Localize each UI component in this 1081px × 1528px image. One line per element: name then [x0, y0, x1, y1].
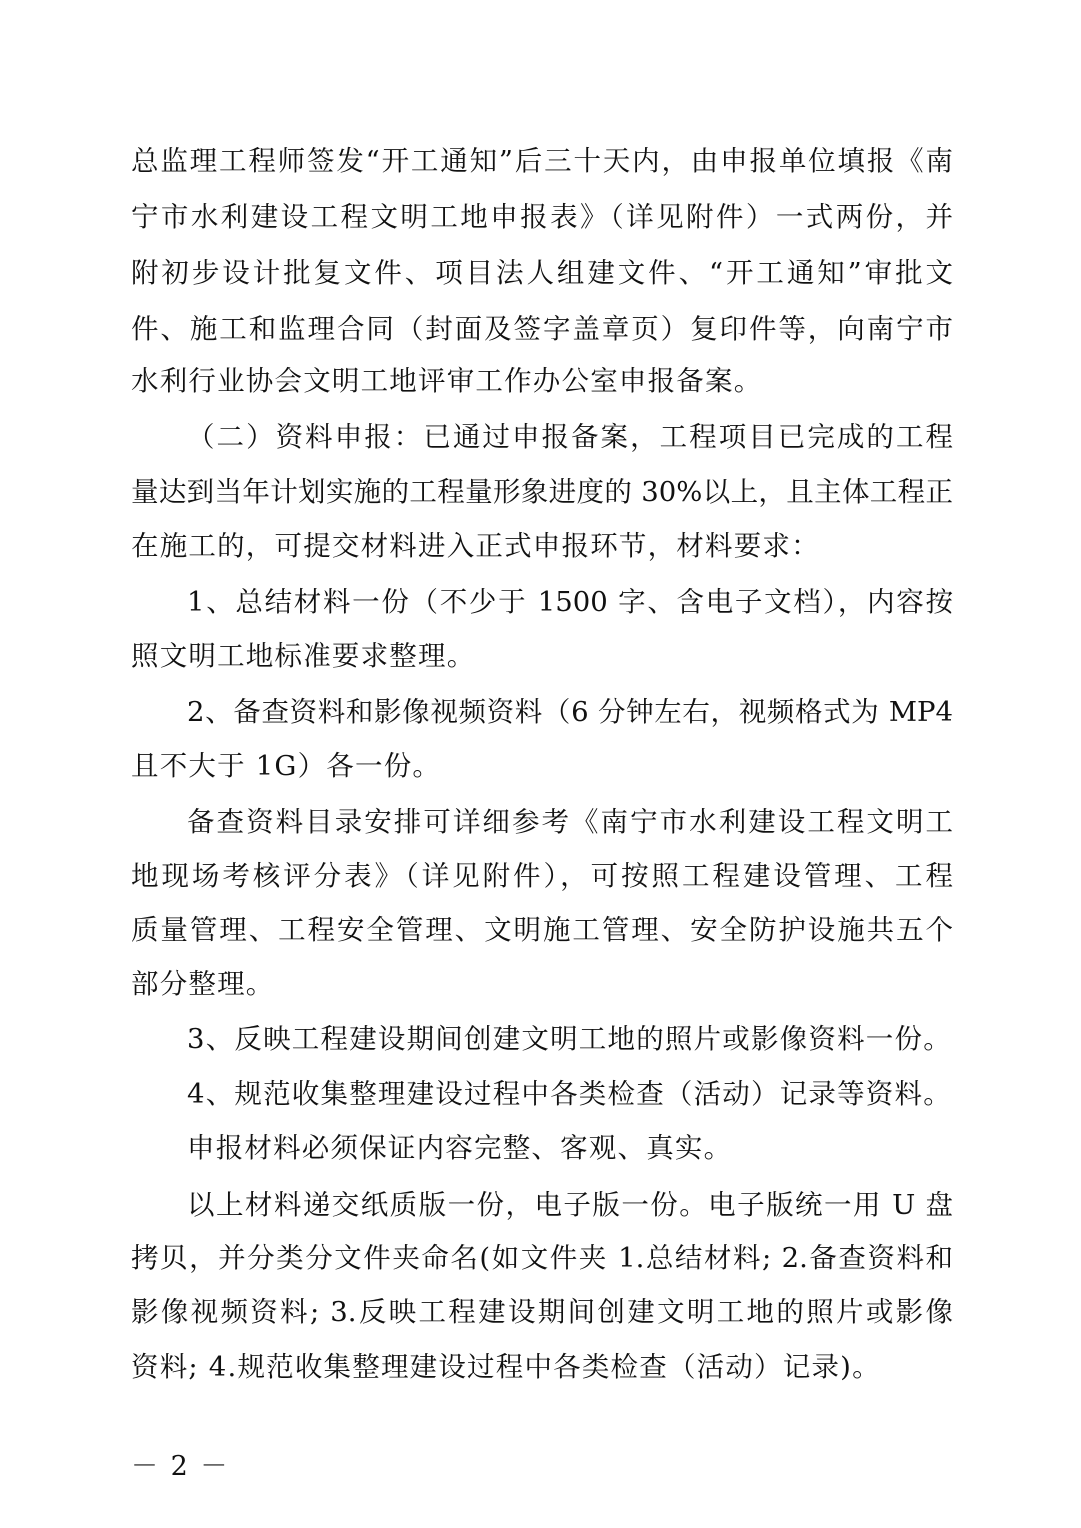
text-line: 总监理工程师签发“开工通知”后三十天内，由申报单位填报《南: [131, 145, 953, 177]
text-line: 附初步设计批复文件、项目法人组建文件、“开工通知”审批文: [131, 257, 953, 289]
text-line: 拷贝，并分类分文件夹命名(如文件夹 1.总结材料; 2.备查资料和: [131, 1242, 953, 1274]
text-line: 宁市水利建设工程文明工地申报表》（详见附件）一式两份，并: [131, 201, 953, 233]
text-line: 备查资料目录安排可详细参考《南宁市水利建设工程文明工: [187, 806, 953, 838]
text-line: 且不大于 1G）各一份。: [131, 750, 442, 782]
text-line: 照文明工地标准要求整理。: [131, 640, 476, 672]
text-line: 影像视频资料; 3.反映工程建设期间创建文明工地的照片或影像: [131, 1296, 953, 1328]
list-item: 2、备查资料和影像视频资料（6 分钟左右，视频格式为 MP4: [187, 696, 953, 728]
list-item: 1、总结材料一份（不少于 1500 字、含电子文档），内容按: [187, 586, 953, 618]
text-line: 件、施工和监理合同（封面及签字盖章页）复印件等，向南宁市: [131, 313, 953, 345]
text-line: 以上材料递交纸质版一份，电子版一份。电子版统一用 U 盘: [187, 1189, 953, 1221]
text-line: 在施工的，可提交材料进入正式申报环节，材料要求：: [131, 530, 820, 562]
text-line: 部分整理。: [131, 968, 275, 1000]
list-item: 4、规范收集整理建设过程中各类检查（活动）记录等资料。: [187, 1078, 952, 1110]
section-heading: （二）资料申报：已通过申报备案，工程项目已完成的工程: [187, 421, 953, 453]
text-line: 资料; 4.规范收集整理建设过程中各类检查（活动）记录)。: [131, 1351, 881, 1383]
text-line: 地现场考核评分表》（详见附件），可按照工程建设管理、工程: [131, 860, 953, 892]
text-line: 申报材料必须保证内容完整、客观、真实。: [187, 1132, 733, 1164]
text-line: 水利行业协会文明工地评审工作办公室申报备案。: [131, 365, 763, 397]
text-line: 量达到当年计划实施的工程量形象进度的 30%以上，且主体工程正: [131, 476, 953, 508]
page-number: － 2 －: [131, 1451, 230, 1482]
list-item: 3、反映工程建设期间创建文明工地的照片或影像资料一份。: [187, 1023, 952, 1055]
text-line: 质量管理、工程安全管理、文明施工管理、安全防护设施共五个: [131, 914, 953, 946]
